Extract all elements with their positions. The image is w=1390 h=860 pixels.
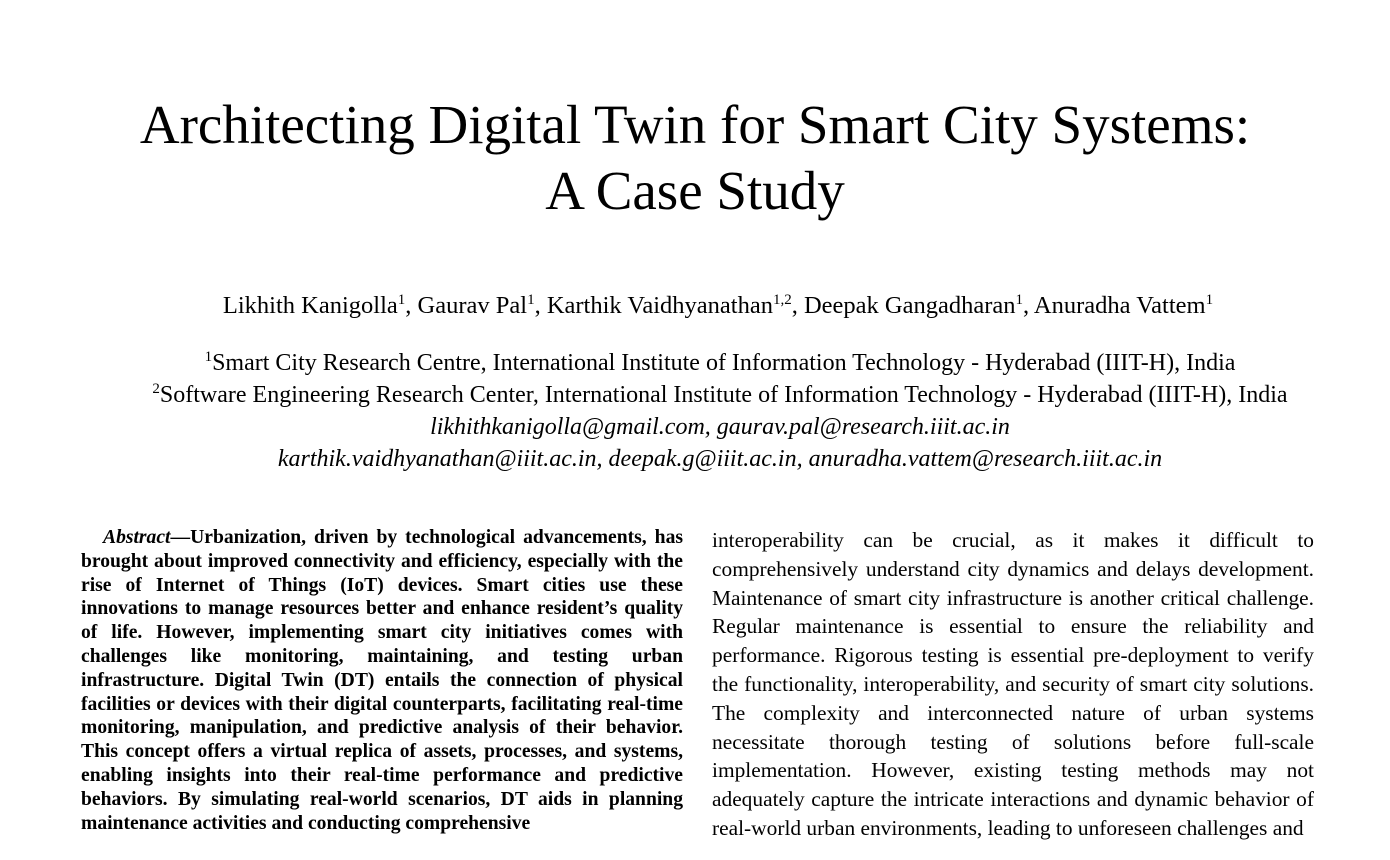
author-separator: , xyxy=(791,292,804,319)
affiliation-line xyxy=(0,347,1390,379)
abstract-label: Abstract xyxy=(103,527,171,548)
body-paragraph: interoperability can be crucial, as it makes it difficult to comprehensively understand city dynamics and delays development. Maintenance of smart city infrastructure is another critical challenge. Regular maintenance is essential to ensure the reliability and performance. Rigorous testing is essential pre-deployment to verify the functionality, interoperability, and security of smart city solutions. The complexity and interconnected nature of urban systems necessitate thorough testing of solutions before full-scale implementation. However, existing testing methods may not adequately capture the intricate interactions and dynamic behavior of real-world urban environments, leading to unforeseen challenges and xyxy=(712,528,1314,840)
title-line-2: A Case Study xyxy=(545,160,845,221)
author-affiliation-mark: 1,2 xyxy=(772,292,792,308)
abstract-text: Urbanization, driven by technological advancements, has brought about improved connectivity and efficiency, especially with the rise of Internet of Things (IoT) devices. Smart cities use these innovations to manage resources better and enhance resident’s quality of life. However, implementing smart city initiatives comes with challenges like monitoring, maintaining, and testing urban infrastructure. Digital Twin (DT) entails the connection of physical facilities or devices with their digital counterparts, facilitating real-time monitoring, manipulation, and predictive analysis of their behavior. This concept offers a virtual replica of assets, processes, and systems, enabling insights into their real-time performance and predictive behaviors. By simulating real-world scenarios, DT aids in planning maintenance activities and conducting comprehensive xyxy=(81,527,683,834)
author-affiliation-mark: 1 xyxy=(1015,292,1023,308)
affiliation-line xyxy=(0,379,1390,411)
author-affiliation-mark: 1 xyxy=(527,292,535,308)
email-line: karthik.vaidhyanathan@iiit.ac.in, deepak.g@iiit.ac.in, anuradha.vattem@research.iiit.ac.in xyxy=(277,446,1163,472)
author-list xyxy=(0,290,1390,322)
email-line: likhithkanigolla@gmail.com, gaurav.pal@research.iiit.ac.in xyxy=(430,414,1010,440)
affiliation-text: Smart City Research Centre, International Institute of Information Technology - Hyderabad (IIIT-H), India xyxy=(212,350,1236,376)
author-name: Karthik Vaidhyanathan xyxy=(546,292,773,319)
author-separator: , xyxy=(534,292,547,319)
title-line-1: Architecting Digital Twin for Smart City Systems: xyxy=(139,94,1251,155)
abstract-paragraph xyxy=(81,526,683,835)
author-name: Deepak Gangadharan xyxy=(803,292,1016,319)
affiliation-number: 1 xyxy=(204,349,213,365)
author-name: Anuradha Vattem xyxy=(1033,292,1206,319)
abstract-dash: — xyxy=(170,527,191,548)
author-affiliation-mark: 1 xyxy=(397,292,406,308)
author-separator: , xyxy=(1023,292,1034,319)
author-separator: , xyxy=(405,292,418,319)
affiliation-number: 2 xyxy=(152,381,160,397)
left-column xyxy=(81,526,683,835)
affiliation-text: Software Engineering Research Center, International Institute of Information Technology - Hyderabad (IIIT-H), India xyxy=(159,382,1288,408)
right-column xyxy=(712,526,1314,843)
paper-title xyxy=(0,92,1390,224)
author-name: Likhith Kanigolla xyxy=(222,292,398,319)
author-affiliation-mark: 1 xyxy=(1205,292,1214,308)
author-name: Gaurav Pal xyxy=(417,292,528,319)
affiliation-block xyxy=(0,347,1390,475)
